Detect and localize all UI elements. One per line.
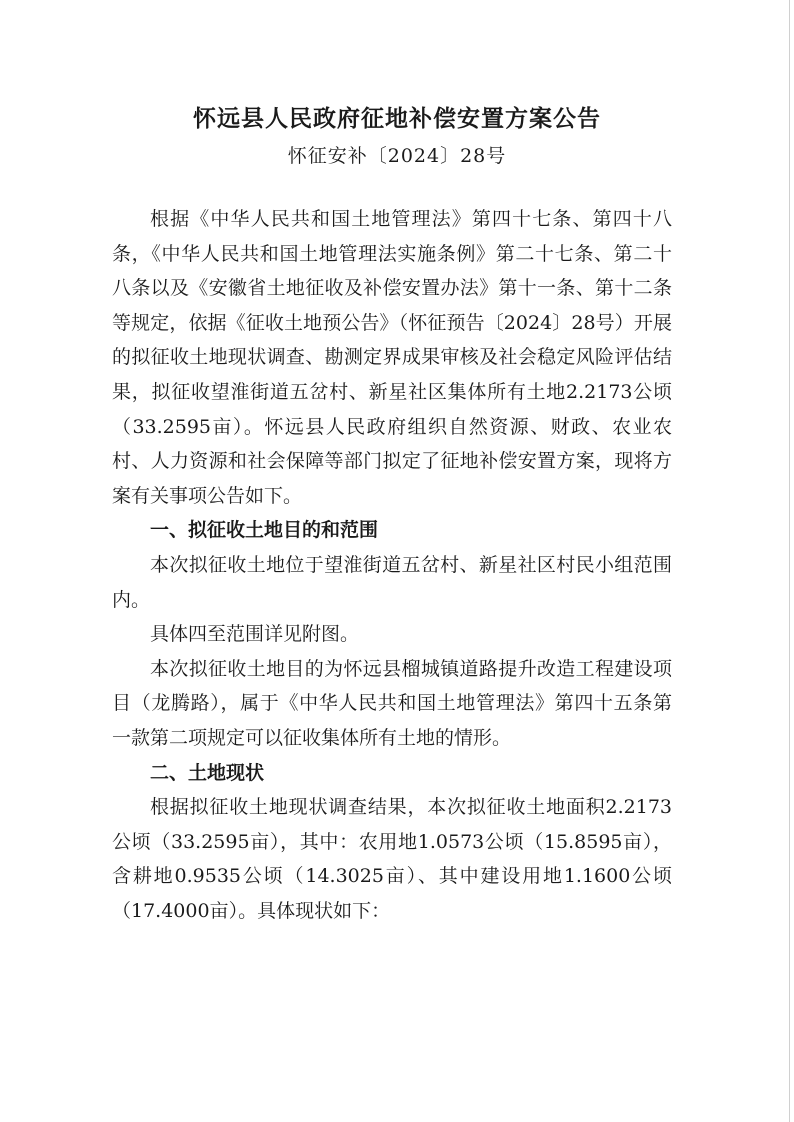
section-heading-land-status: 二、土地现状 — [150, 761, 265, 784]
scan-edge-line — [789, 0, 790, 1122]
section-paragraph: 本次拟征收土地目的为怀远县榴城镇道路提升改造工程建设项目（龙腾路），属于《中华人民共和国土地管理法》第四十五条第一款第二项规定可以征收集体所有土地的情形。 — [112, 657, 672, 749]
section-heading-purpose-scope: 一、拟征收土地目的和范围 — [150, 519, 379, 542]
section-paragraph: 本次拟征收土地位于望淮街道五岔村、新星社区村民小组范围内。 — [112, 553, 672, 611]
section-paragraph: 根据拟征收土地现状调查结果，本次拟征收土地面积2.2173公顷（33.2595亩），其中：农用地1.0573公顷（15.8595亩），含耕地0.9535公顷（14.3025亩）、其中建设用地1.1600公顷（17.4000亩）。具体现状如下： — [112, 796, 672, 922]
intro-paragraph: 根据《中华人民共和国土地管理法》第四十七条、第四十八条，《中华人民共和国土地管理法实施条例》第二十七条、第二十八条以及《安徽省土地征收及补偿安置办法》第十一条、第十二条等规定，依据《征收土地预公告》（怀征预告〔2024〕28号）开展的拟征收土地现状调查、勘测定界成果审核及社会稳定风险评估结果，拟征收望淮街道五岔村、新星社区集体所有土地2.2173公顷（33.2595亩）。怀远县人民政府组织自然资源、财政、农业农村、人力资源和社会保障等部门拟定了征地补偿安置方案，现将方案有关事项公告如下。 — [112, 208, 672, 507]
document-body — [112, 202, 672, 928]
document-title: 怀远县人民政府征地补偿安置方案公告 — [193, 106, 601, 132]
section-paragraph: 具体四至范围详见附图。 — [150, 623, 360, 646]
document-number: 怀征安补〔2024〕28号 — [287, 145, 507, 167]
